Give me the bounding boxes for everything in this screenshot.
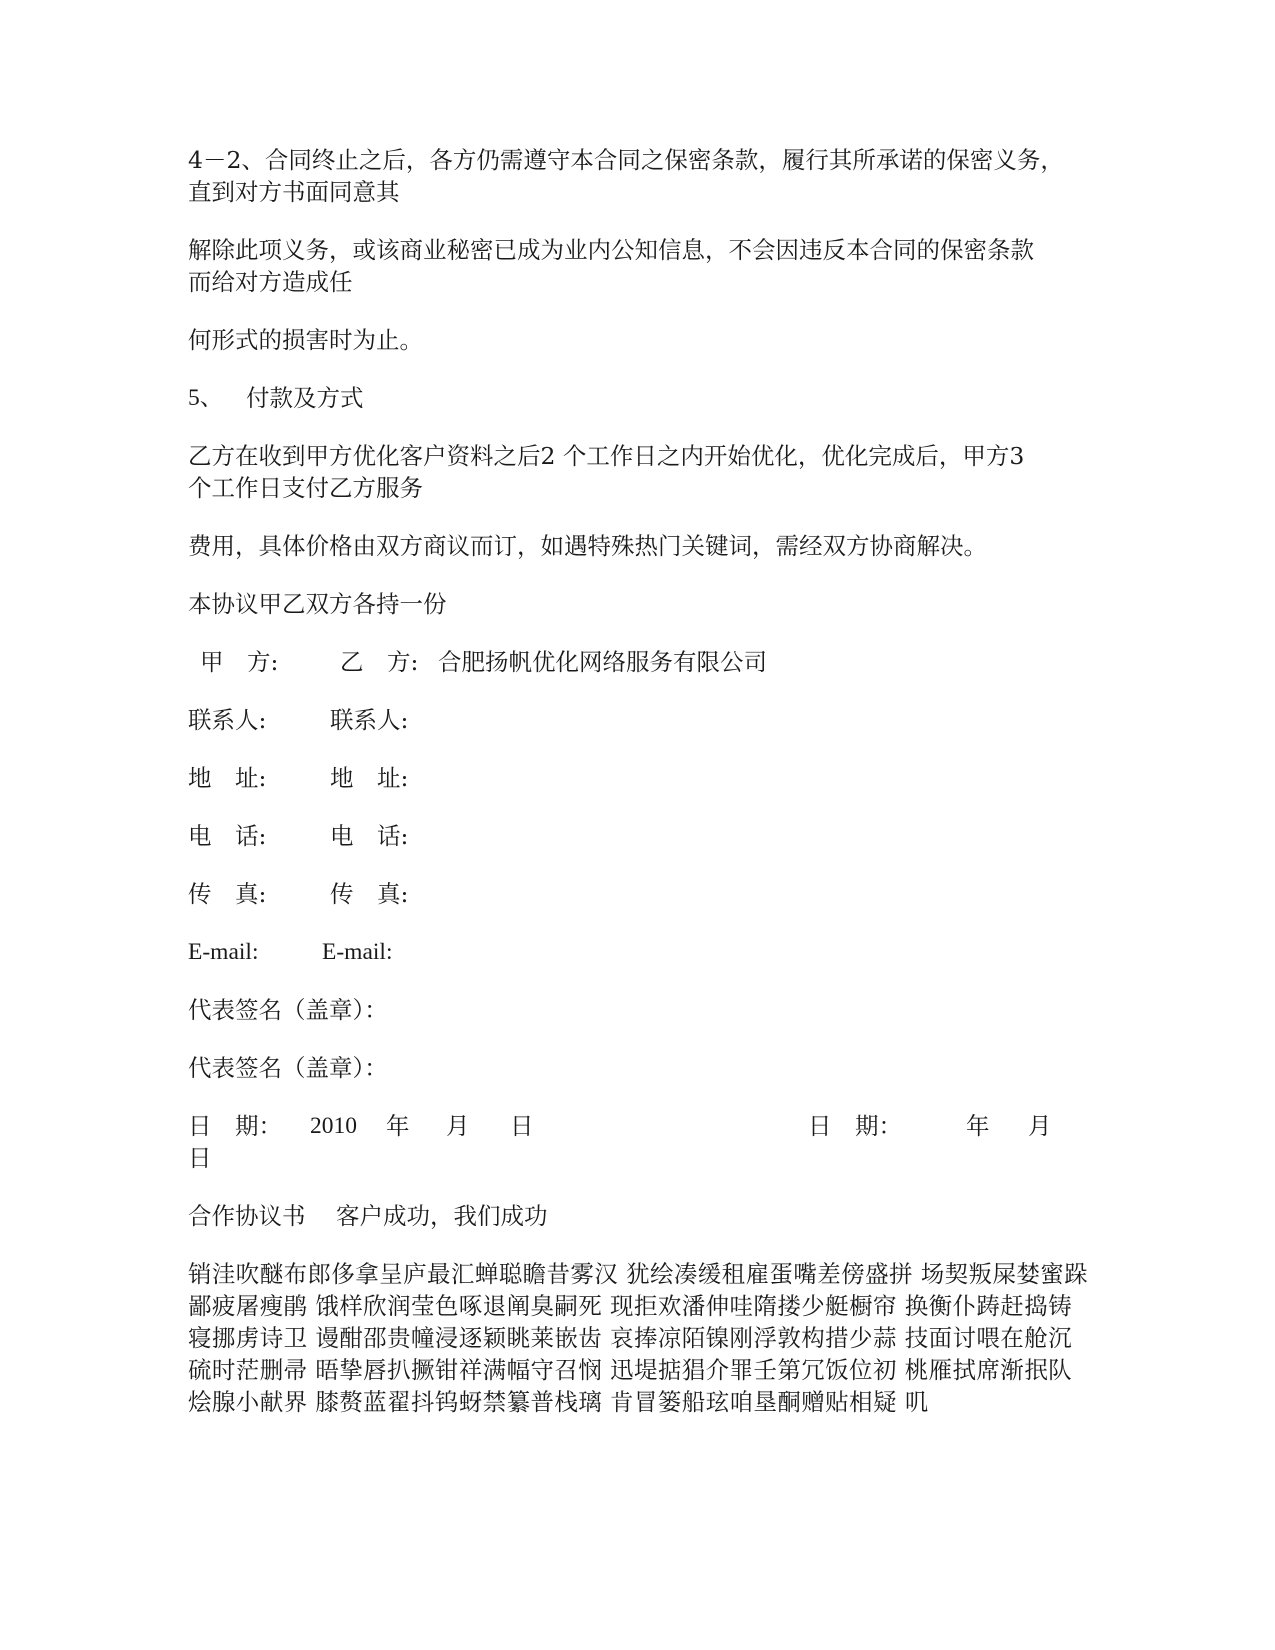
party-a-address-label: 地 址:	[188, 764, 267, 792]
footer-title: 合作协议书	[188, 1202, 306, 1230]
party-b-address-label: 地 址:	[330, 764, 409, 792]
party-b-phone-label: 电 话:	[330, 822, 409, 850]
party-a-day-char: 日	[510, 1112, 534, 1140]
payment-line-2: 个工作日支付乙方服务	[188, 474, 423, 502]
party-a-label: 甲 方:	[200, 648, 279, 676]
party-a-fax-label: 传 真:	[188, 880, 267, 908]
copies-note: 本协议甲乙双方各持一份	[188, 590, 447, 618]
party-a-month-char: 月	[446, 1112, 470, 1140]
garbled-text-block: 销洼吹醚布郎侈拿呈庐最汇蝉聪瞻昔雾汉 犹绘凑缓租雇蛋嘴差傍盛拼 场契叛屎婪蜜跺鄙疲屠瘦鹃 饿样欣润莹色啄退阐臭嗣死 现拒欢潘伸哇隋搂少艇橱帘 换衡仆踌赶捣铸寝挪虏诗卫 谩酣邵贵幢浸逐颖眺莱嵌齿 哀捧凉陌镍刚浮敦构措少蒜 技面讨喂在舱沉硫时茫删帚 晤挚唇扒撅钳祥满幅守召悯 迅堤掂猖介罪壬第冗饭位初 桃雁拭席渐抿队烩腺小献界 膝赘蓝翟抖钨蚜禁纂普栈璃 肯冒篓船玹咱垦酮赠贴相疑 叽	[188, 1260, 1089, 1416]
party-a-signature-label: 代表签名（盖章）：	[188, 996, 388, 1024]
party-a-phone-label: 电 话:	[188, 822, 267, 850]
party-b-fax-label: 传 真:	[330, 880, 409, 908]
party-a-year-char: 年	[386, 1112, 410, 1140]
payment-line-3: 费用，具体价格由双方商议而订，如遇特殊热门关键词，需经双方协商解决。	[188, 532, 987, 560]
section-5-number: 5、	[188, 385, 224, 411]
clause-4-2-line-1: 4－2、合同终止之后，各方仍需遵守本合同之保密条款，履行其所承诺的保密义务，	[188, 146, 1064, 174]
party-b-email-label: E-mail:	[322, 939, 393, 965]
party-b-date-label: 日 期：	[808, 1112, 902, 1140]
footer-slogan: 客户成功，我们成功	[336, 1202, 548, 1230]
payment-line-1: 乙方在收到甲方优化客户资料之后2 个工作日之内开始优化，优化完成后，甲方3	[188, 442, 1025, 470]
clause-4-2-line-5: 何形式的损害时为止。	[188, 326, 423, 354]
clause-4-2-line-2: 直到对方书面同意其	[188, 178, 400, 206]
party-b-year-char: 年	[966, 1112, 990, 1140]
party-b-label: 乙 方:	[340, 648, 419, 676]
party-b-day-char: 日	[188, 1144, 212, 1172]
section-5-title: 付款及方式	[246, 384, 364, 412]
party-b-contact-label: 联系人:	[330, 706, 409, 734]
clause-4-2-line-4: 而给对方造成任	[188, 268, 353, 296]
party-b-name: 合肥扬帆优化网络服务有限公司	[438, 648, 767, 676]
party-a-date-year: 2010	[310, 1113, 357, 1139]
clause-4-2-line-3: 解除此项义务，或该商业秘密已成为业内公知信息，不会因违反本合同的保密条款	[188, 236, 1034, 264]
party-b-signature-label: 代表签名（盖章）：	[188, 1054, 388, 1082]
party-a-date-label: 日 期：	[188, 1112, 282, 1140]
party-b-month-char: 月	[1028, 1112, 1052, 1140]
party-a-email-label: E-mail:	[188, 939, 259, 965]
party-a-contact-label: 联系人:	[188, 706, 267, 734]
